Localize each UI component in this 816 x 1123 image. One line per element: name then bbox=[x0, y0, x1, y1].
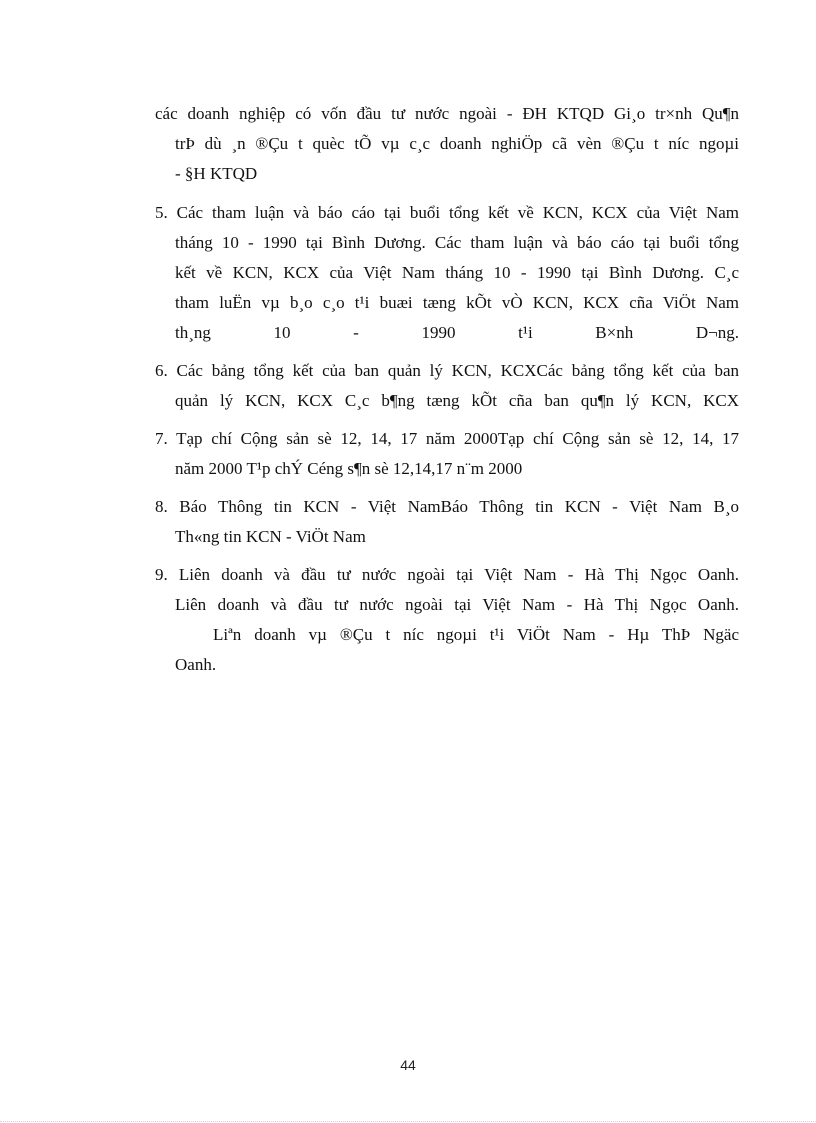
reference-line: Liªn doanh vµ ®Çu t níc ngoµi t¹i ViÖt Nam - Hµ ThÞ Ngäc bbox=[213, 625, 739, 644]
reference-line: Oanh. bbox=[175, 655, 217, 674]
reference-line: 8. Báo Thông tin KCN - Việt NamBáo Thông tin KCN - Việt Nam B¸o bbox=[155, 497, 739, 516]
reference-line: - §H KTQD bbox=[175, 164, 258, 183]
reference-line: Liên doanh và đầu tư nước ngoài tại Việt Nam - Hà Thị Ngọc Oanh. bbox=[175, 595, 739, 614]
reference-item-5 bbox=[155, 198, 739, 348]
page-number: 44 bbox=[400, 1057, 416, 1073]
reference-line: các doanh nghiệp có vốn đầu tư nước ngoài - ĐH KTQD Gi¸o tr×nh Qu¶n bbox=[155, 104, 739, 123]
reference-item-4-continued bbox=[155, 99, 739, 189]
reference-line: năm 2000 T¹p chÝ Céng s¶n sè 12,14,17 n¨m 2000 bbox=[175, 459, 523, 478]
reference-line: tham luËn vµ b¸o c¸o t¹i buæi tæng kÕt vÒ KCN, KCX cña ViÖt Nam bbox=[175, 293, 739, 312]
reference-line: quản lý KCN, KCX C¸c b¶ng tæng kÕt cña ban qu¶n lý KCN, KCX bbox=[175, 391, 739, 410]
reference-line: th¸ng 10 - 1990 t¹i B×nh D¬ng. bbox=[175, 323, 739, 342]
reference-line: Th«ng tin KCN - ViÖt Nam bbox=[175, 527, 366, 546]
reference-line: tháng 10 - 1990 tại Bình Dương. Các tham luận và báo cáo tại buổi tổng bbox=[175, 233, 739, 252]
reference-line: 5. Các tham luận và báo cáo tại buổi tổng kết về KCN, KCX của Việt Nam bbox=[155, 203, 739, 222]
reference-item-6 bbox=[155, 356, 739, 416]
reference-item-7 bbox=[155, 424, 739, 484]
reference-item-8 bbox=[155, 492, 739, 552]
reference-line: kết về KCN, KCX của Việt Nam tháng 10 - 1990 tại Bình Dương. C¸c bbox=[175, 263, 739, 282]
reference-line: 9. Liên doanh và đầu tư nước ngoài tại Việt Nam - Hà Thị Ngọc Oanh. bbox=[155, 565, 739, 584]
reference-item-9 bbox=[155, 560, 739, 680]
reference-line: 7. Tạp chí Cộng sản sè 12, 14, 17 năm 2000Tạp chí Cộng sản sè 12, 14, 17 bbox=[155, 429, 739, 448]
reference-line: 6. Các bảng tổng kết của ban quản lý KCN, KCXCác bảng tổng kết của ban bbox=[155, 361, 739, 380]
reference-line: trÞ dù ¸n ®Çu t quèc tÕ vµ c¸c doanh nghiÖp cã vèn ®Çu t níc ngoµi bbox=[175, 134, 739, 153]
